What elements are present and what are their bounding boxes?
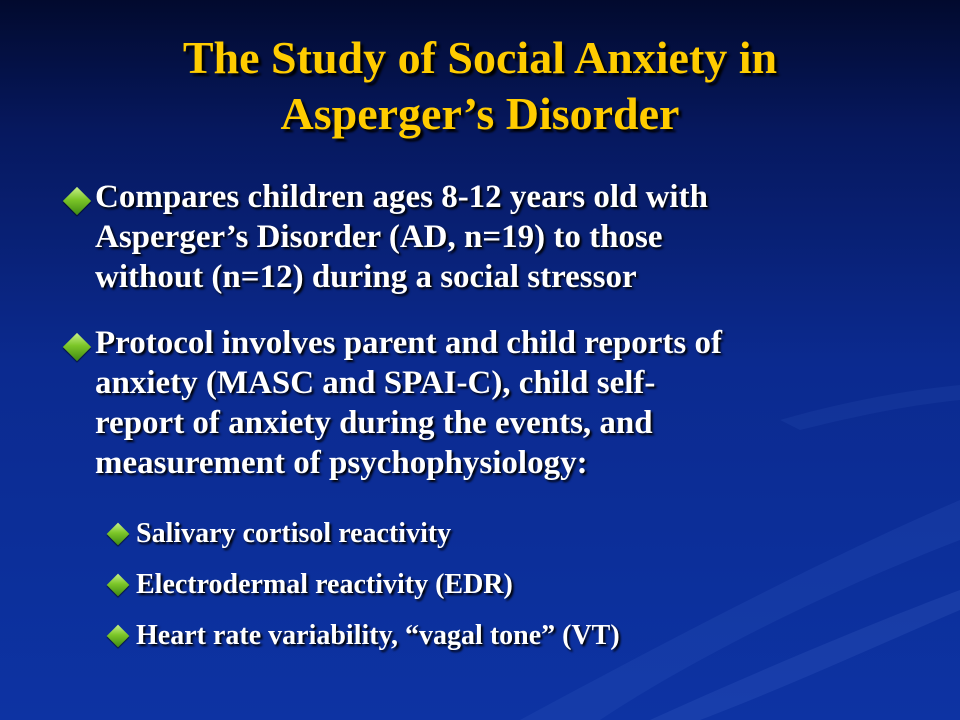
title-line-1: The Study of Social Anxiety in — [182, 32, 778, 83]
bullet-line: report of anxiety during the events, and — [95, 405, 653, 441]
subbullet-vagal-tone: Heart rate variability, “vagal tone” (VT) — [136, 620, 620, 651]
title-line-2: Asperger’s Disorder — [280, 88, 680, 139]
bullet-line: measurement of psychophysiology: — [95, 445, 588, 481]
bullet-compares — [95, 177, 708, 297]
bullet-line: without (n=12) during a social stressor — [95, 259, 637, 295]
bullet-line: Asperger’s Disorder (AD, n=19) to those — [95, 219, 663, 255]
bullet-line: anxiety (MASC and SPAI-C), child self- — [95, 365, 656, 401]
subbullet-cortisol: Salivary cortisol reactivity — [136, 518, 452, 549]
green-diamond-subbullet-icon — [107, 625, 130, 648]
green-diamond-bullet-icon — [63, 187, 91, 215]
green-diamond-subbullet-icon — [107, 574, 130, 597]
bullet-line: Protocol involves parent and child reports of — [95, 325, 722, 361]
green-diamond-bullet-icon — [63, 333, 91, 361]
slide-title — [40, 30, 920, 142]
green-diamond-subbullet-icon — [107, 523, 130, 546]
bullet-protocol — [95, 323, 722, 483]
bullet-line: Compares children ages 8-12 years old with — [95, 179, 708, 215]
subbullet-edr: Electrodermal reactivity (EDR) — [136, 569, 513, 600]
